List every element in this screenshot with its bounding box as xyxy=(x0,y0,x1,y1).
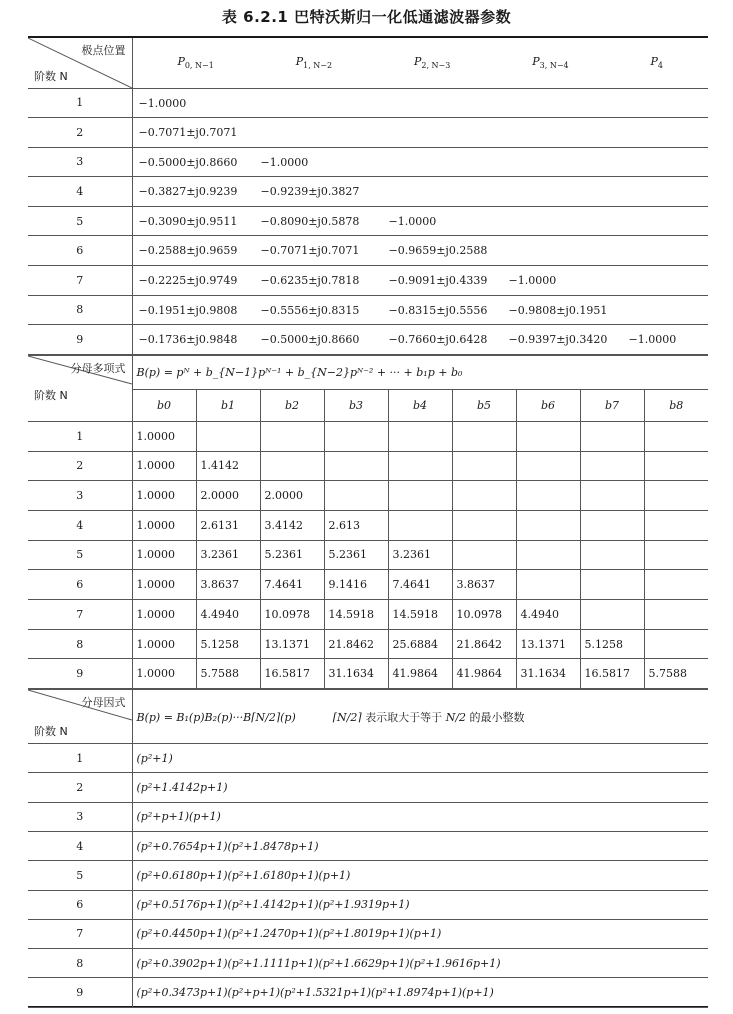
coef-cell xyxy=(644,629,708,659)
coef-cell xyxy=(644,570,708,600)
coef-cell xyxy=(388,421,452,451)
table-row xyxy=(28,118,708,148)
table-row xyxy=(28,540,708,570)
coef-cell xyxy=(644,481,708,511)
coef-cell: 5.1258 xyxy=(196,629,260,659)
pole-value: −0.7071±j0.7071 xyxy=(260,244,360,258)
coef-header: b1 xyxy=(196,389,260,421)
factor-cell: (p²+0.3902p+1)(p²+1.1111p+1)(p²+1.6629p+1)(p²+1.9616p+1) xyxy=(132,949,708,978)
pole-header xyxy=(177,55,213,70)
order-cell: 9 xyxy=(28,978,132,1007)
order-cell: 7 xyxy=(28,919,132,948)
order-cell: 9 xyxy=(28,659,132,689)
coef-cell xyxy=(516,451,580,481)
pole-value: −1.0000 xyxy=(388,214,437,228)
coef-cell xyxy=(388,510,452,540)
coef-cell: 3.8637 xyxy=(196,570,260,600)
coef-header: b7 xyxy=(580,389,644,421)
order-cell: 7 xyxy=(28,599,132,629)
coef-cell: 21.8642 xyxy=(452,629,516,659)
table-row xyxy=(28,890,708,919)
coef-cell xyxy=(388,451,452,481)
coef-cell xyxy=(388,481,452,511)
factor-diag-top: 分母因式 xyxy=(81,696,126,710)
coef-diag-bottom: 阶数 N xyxy=(34,388,68,402)
coef-cell: 31.1634 xyxy=(516,659,580,689)
table-row xyxy=(28,206,708,236)
factor-cell: (p²+0.3473p+1)(p²+p+1)(p²+1.5321p+1)(p²+1.8974p+1)(p+1) xyxy=(132,978,708,1007)
order-cell: 6 xyxy=(28,236,132,266)
coef-cell: 5.7588 xyxy=(196,659,260,689)
poles-cell xyxy=(132,325,708,355)
coef-header: b3 xyxy=(324,389,388,421)
pole-value: −0.9659±j0.2588 xyxy=(388,244,488,258)
pole-value: −0.5556±j0.8315 xyxy=(260,303,360,317)
pole-value: −0.9091±j0.4339 xyxy=(388,274,488,288)
table-row xyxy=(28,421,708,451)
coef-cell: 1.0000 xyxy=(132,629,196,659)
coef-cell: 1.4142 xyxy=(196,451,260,481)
coef-cell: 14.5918 xyxy=(324,599,388,629)
coef-cell: 9.1416 xyxy=(324,570,388,600)
factor-formula-cell xyxy=(132,690,708,744)
poles-cell xyxy=(132,177,708,207)
pole-header xyxy=(651,55,664,70)
pole-value: −1.0000 xyxy=(508,274,557,288)
coef-cell: 3.2361 xyxy=(388,540,452,570)
poles-header-row xyxy=(28,38,708,88)
poles-diag-header xyxy=(28,38,132,88)
coef-header: b5 xyxy=(452,389,516,421)
factor-cell: (p²+0.7654p+1)(p²+1.8478p+1) xyxy=(132,831,708,860)
pole-header-base: P xyxy=(650,55,658,69)
order-cell: 4 xyxy=(28,831,132,860)
coef-header: b2 xyxy=(260,389,324,421)
factor-header-row xyxy=(28,690,708,744)
table-row xyxy=(28,629,708,659)
coef-cell: 5.7588 xyxy=(644,659,708,689)
pole-header xyxy=(296,55,332,70)
order-cell: 5 xyxy=(28,861,132,890)
table-row xyxy=(28,147,708,177)
poles-diag-bottom: 阶数 N xyxy=(34,69,68,83)
table-row xyxy=(28,481,708,511)
pole-header-sub: 2, N−3 xyxy=(421,61,451,71)
table-row xyxy=(28,510,708,540)
coef-cell xyxy=(644,599,708,629)
pole-value: −0.5000±j0.8660 xyxy=(260,333,360,347)
factor-table xyxy=(28,689,708,1008)
pole-header-base: P xyxy=(177,55,185,69)
coef-cell xyxy=(324,481,388,511)
pole-header-sub: 4 xyxy=(657,61,663,71)
coef-cell: 41.9864 xyxy=(452,659,516,689)
pole-value: −0.6235±j0.7818 xyxy=(260,274,360,288)
table-row xyxy=(28,861,708,890)
coef-header-row xyxy=(28,355,708,389)
factor-cell: (p²+0.4450p+1)(p²+1.2470p+1)(p²+1.8019p+1)(p+1) xyxy=(132,919,708,948)
coef-cell: 1.0000 xyxy=(132,570,196,600)
coef-cell: 1.0000 xyxy=(132,451,196,481)
coef-cell xyxy=(196,421,260,451)
coef-cell: 10.0978 xyxy=(260,599,324,629)
poles-diag-top: 极点位置 xyxy=(81,44,126,57)
coef-cell xyxy=(516,540,580,570)
poles-cell xyxy=(132,147,708,177)
factor-note-frac: N/2 xyxy=(445,710,467,724)
pole-value: −0.2225±j0.9749 xyxy=(138,274,238,288)
poles-cell xyxy=(132,88,708,118)
coef-cell xyxy=(580,570,644,600)
coef-body xyxy=(28,421,708,688)
coef-cell: 10.0978 xyxy=(452,599,516,629)
pole-value: −0.8090±j0.5878 xyxy=(260,214,360,228)
pole-header xyxy=(532,55,568,70)
factor-note-text: 表示取大于等于 xyxy=(365,710,443,724)
table-row xyxy=(28,88,708,118)
pole-header-base: P xyxy=(295,55,304,69)
order-cell: 8 xyxy=(28,629,132,659)
order-cell: 2 xyxy=(28,773,132,802)
table-row xyxy=(28,325,708,355)
pole-value: −1.0000 xyxy=(628,333,677,347)
order-cell: 5 xyxy=(28,206,132,236)
coef-header: b0 xyxy=(132,389,196,421)
coef-cell xyxy=(324,451,388,481)
coef-cell xyxy=(516,510,580,540)
factor-cell: (p²+1) xyxy=(132,744,708,773)
coef-cell: 1.0000 xyxy=(132,510,196,540)
coef-cell: 1.0000 xyxy=(132,599,196,629)
coef-header: b6 xyxy=(516,389,580,421)
pole-header-sub: 1, N−2 xyxy=(303,61,333,71)
coef-cell xyxy=(260,421,324,451)
coef-cell xyxy=(324,421,388,451)
table-row xyxy=(28,659,708,689)
coef-header: b8 xyxy=(644,389,708,421)
coef-cell xyxy=(516,421,580,451)
table-frame xyxy=(28,36,708,1008)
coef-cell xyxy=(580,540,644,570)
coef-header: b4 xyxy=(388,389,452,421)
table-row xyxy=(28,773,708,802)
order-cell: 8 xyxy=(28,295,132,325)
coef-cell xyxy=(644,451,708,481)
coef-cell: 2.0000 xyxy=(196,481,260,511)
coef-cell xyxy=(580,510,644,540)
pole-header-sub: 3, N−4 xyxy=(539,61,569,71)
coef-cell xyxy=(452,510,516,540)
coef-cell: 31.1634 xyxy=(324,659,388,689)
pole-value: −0.8315±j0.5556 xyxy=(388,303,488,317)
coef-cell: 5.1258 xyxy=(580,629,644,659)
coef-cell: 16.5817 xyxy=(260,659,324,689)
factor-cell: (p²+0.5176p+1)(p²+1.4142p+1)(p²+1.9319p+1) xyxy=(132,890,708,919)
poles-cell xyxy=(132,266,708,296)
coef-cell: 25.6884 xyxy=(388,629,452,659)
table-row xyxy=(28,295,708,325)
factor-diag-bottom: 阶数 N xyxy=(34,725,68,739)
poles-cell xyxy=(132,118,708,148)
pole-value: −1.0000 xyxy=(260,155,309,169)
coef-cell: 3.4142 xyxy=(260,510,324,540)
poles-cell xyxy=(132,295,708,325)
coef-cell: 2.0000 xyxy=(260,481,324,511)
table-row xyxy=(28,570,708,600)
table-row xyxy=(28,919,708,948)
coef-cell: 21.8462 xyxy=(324,629,388,659)
coef-cell: 3.8637 xyxy=(452,570,516,600)
coef-cell xyxy=(452,540,516,570)
coef-cell: 1.0000 xyxy=(132,481,196,511)
table-row xyxy=(28,177,708,207)
pole-header-sub: 0, N−1 xyxy=(184,61,214,71)
pole-value: −0.7071±j0.7071 xyxy=(138,126,238,140)
pole-header-list xyxy=(137,55,705,70)
order-cell: 1 xyxy=(28,744,132,773)
coef-cell xyxy=(516,570,580,600)
table-row xyxy=(28,802,708,831)
factor-body xyxy=(28,744,708,1008)
coef-cell: 4.4940 xyxy=(196,599,260,629)
order-cell: 1 xyxy=(28,421,132,451)
coef-cell xyxy=(644,421,708,451)
order-cell: 2 xyxy=(28,451,132,481)
table-row xyxy=(28,978,708,1007)
coef-cell: 41.9864 xyxy=(388,659,452,689)
pole-value: −0.1951±j0.9808 xyxy=(138,303,238,317)
coef-cell xyxy=(644,540,708,570)
order-cell: 6 xyxy=(28,890,132,919)
factor-cell: (p²+0.6180p+1)(p²+1.6180p+1)(p+1) xyxy=(132,861,708,890)
pole-value: −0.9808±j0.1951 xyxy=(508,303,608,317)
coef-cell xyxy=(644,510,708,540)
coef-cell: 1.0000 xyxy=(132,421,196,451)
order-cell: 2 xyxy=(28,118,132,148)
order-cell: 5 xyxy=(28,540,132,570)
table-row xyxy=(28,831,708,860)
coef-cell xyxy=(452,451,516,481)
order-cell: 7 xyxy=(28,266,132,296)
table-title: 表 6.2.1 巴特沃斯归一化低通滤波器参数 xyxy=(221,8,512,26)
coef-cell xyxy=(452,421,516,451)
table-row xyxy=(28,949,708,978)
coef-diag-top: 分母多项式 xyxy=(70,361,126,375)
coef-cell: 1.0000 xyxy=(132,659,196,689)
pole-value: −0.7660±j0.6428 xyxy=(388,333,488,347)
coef-cell: 2.613 xyxy=(324,510,388,540)
pole-value: −0.3090±j0.9511 xyxy=(138,214,238,228)
coef-cell: 7.4641 xyxy=(260,570,324,600)
coef-cell: 16.5817 xyxy=(580,659,644,689)
coef-cell: 14.5918 xyxy=(388,599,452,629)
table-row xyxy=(28,744,708,773)
coef-cell: 4.4940 xyxy=(516,599,580,629)
order-cell: 3 xyxy=(28,802,132,831)
order-cell: 9 xyxy=(28,325,132,355)
pole-value: −0.3827±j0.9239 xyxy=(138,185,238,199)
order-cell: 4 xyxy=(28,510,132,540)
factor-formula: B(p) = B₁(p)B₂(p)···B⌈N/2⌉(p) xyxy=(136,710,296,724)
coef-cell: 13.1371 xyxy=(260,629,324,659)
table-row xyxy=(28,599,708,629)
pole-header-base: P xyxy=(413,55,422,69)
poles-body xyxy=(28,88,708,354)
coef-cell: 3.2361 xyxy=(196,540,260,570)
order-cell: 1 xyxy=(28,88,132,118)
poles-col-headers xyxy=(132,38,708,88)
table-row xyxy=(28,451,708,481)
order-cell: 6 xyxy=(28,570,132,600)
poles-table xyxy=(28,38,708,355)
coef-cell xyxy=(580,481,644,511)
pole-value: −0.2588±j0.9659 xyxy=(138,244,238,258)
factor-diag-header xyxy=(28,690,132,744)
coef-table xyxy=(28,355,708,689)
table-row xyxy=(28,236,708,266)
pole-value: −0.1736±j0.9848 xyxy=(138,333,238,347)
coef-cell: 2.6131 xyxy=(196,510,260,540)
coef-cell xyxy=(580,451,644,481)
pole-value: −0.9397±j0.3420 xyxy=(508,333,608,347)
factor-note-tail: 的最小整数 xyxy=(469,710,525,724)
coef-formula: B(p) = pᴺ + b_{N−1}pᴺ⁻¹ + b_{N−2}pᴺ⁻² + ··· + b₁p + b₀ xyxy=(132,355,708,389)
coef-cell xyxy=(260,451,324,481)
coef-cell xyxy=(580,599,644,629)
pole-value: −1.0000 xyxy=(138,96,187,110)
coef-cell xyxy=(516,481,580,511)
coef-cell: 1.0000 xyxy=(132,540,196,570)
pole-header xyxy=(414,55,450,70)
poles-cell xyxy=(132,236,708,266)
coef-cell: 5.2361 xyxy=(260,540,324,570)
order-cell: 3 xyxy=(28,147,132,177)
order-cell: 4 xyxy=(28,177,132,207)
coef-cell xyxy=(580,421,644,451)
coef-diag-header xyxy=(28,355,132,421)
pole-header-base: P xyxy=(532,55,540,69)
factor-note-bracket: ⌈N/2⌉ xyxy=(332,710,362,724)
poles-cell xyxy=(132,206,708,236)
coef-cell: 13.1371 xyxy=(516,629,580,659)
factor-cell: (p²+1.4142p+1) xyxy=(132,773,708,802)
coef-cell: 7.4641 xyxy=(388,570,452,600)
pole-value: −0.5000±j0.8660 xyxy=(138,155,238,169)
order-cell: 3 xyxy=(28,481,132,511)
factor-cell: (p²+p+1)(p+1) xyxy=(132,802,708,831)
table-row xyxy=(28,266,708,296)
coef-cell: 5.2361 xyxy=(324,540,388,570)
order-cell: 8 xyxy=(28,949,132,978)
pole-value: −0.9239±j0.3827 xyxy=(260,185,360,199)
coef-cell xyxy=(452,481,516,511)
